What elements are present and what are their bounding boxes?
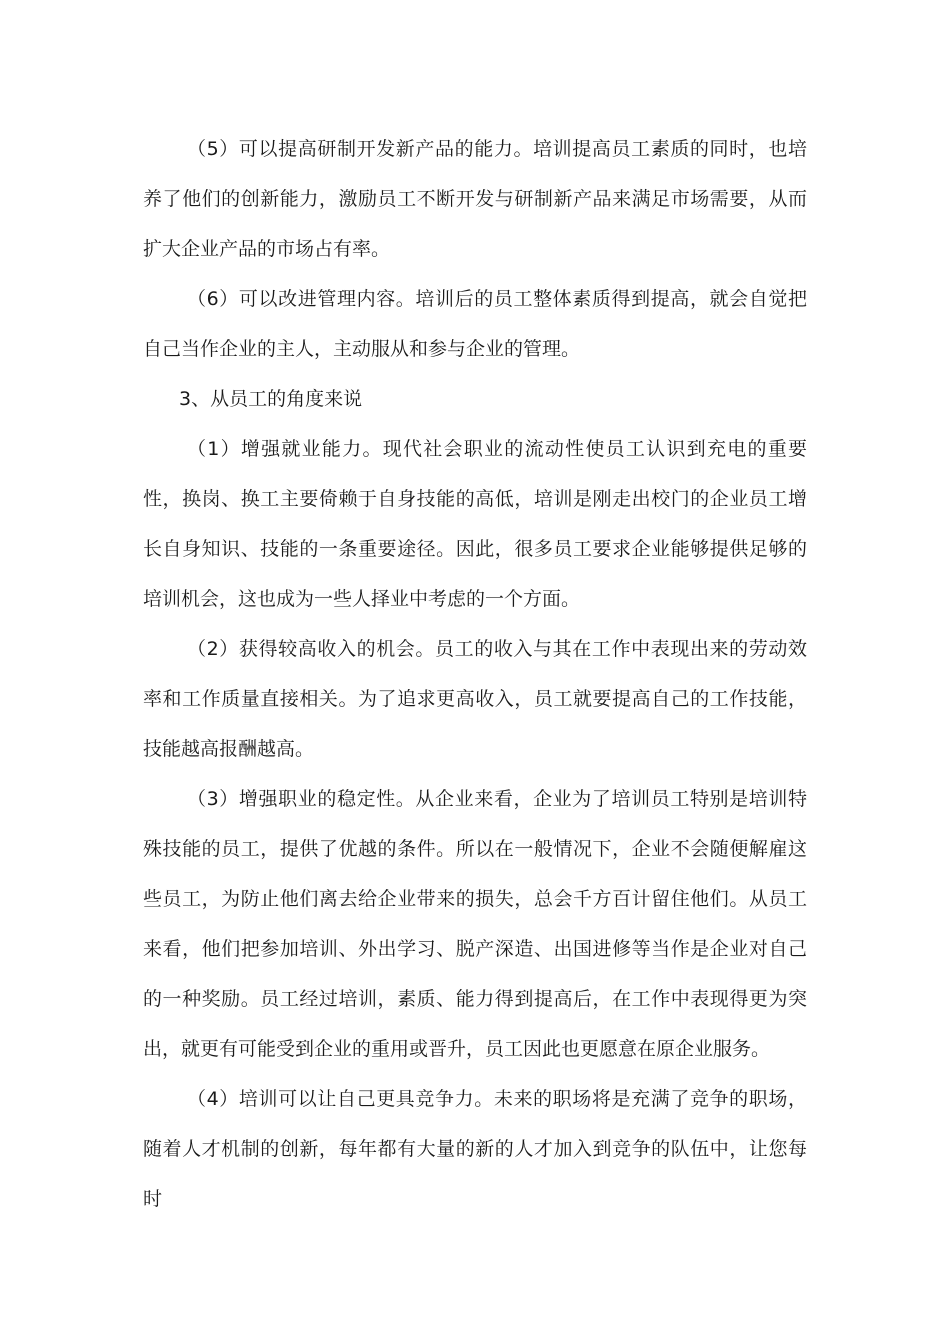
paragraph-2-higher-income: （2）获得较高收入的机会。员工的收入与其在工作中表现出来的劳动效率和工作质量直接相关。为了追求更高收入，员工就要提高自己的工作技能，技能越高报酬越高。 xyxy=(143,638,807,760)
document-body xyxy=(143,124,807,1224)
paragraph-6-management-improvement: （6）可以改进管理内容。培训后的员工整体素质得到提高，就会自觉把自己当作企业的主人，主动服从和参与企业的管理。 xyxy=(143,288,807,360)
paragraph-5-new-product-ability: （5）可以提高研制开发新产品的能力。培训提高员工素质的同时，也培养了他们的创新能力，激励员工不断开发与研制新产品来满足市场需要，从而扩大企业产品的市场占有率。 xyxy=(143,138,807,260)
paragraph-3-job-stability: （3）增强职业的稳定性。从企业来看，企业为了培训员工特别是培训特殊技能的员工，提供了优越的条件。所以在一般情况下，企业不会随便解雇这些员工，为防止他们离去给企业带来的损失，总会千方百计留住他们。从员工来看，他们把参加培训、外出学习、脱产深造、出国进修等当作是企业对自己的一种奖励。员工经过培训，素质、能力得到提高后，在工作中表现得更为突出，就更有可能受到企业的重用或晋升，员工因此也更愿意在原企业服务。 xyxy=(143,788,807,1060)
paragraph-4-competitiveness: （4）培训可以让自己更具竞争力。未来的职场将是充满了竞争的职场，随着人才机制的创新，每年都有大量的新的人才加入到竞争的队伍中，让您每时 xyxy=(143,1088,807,1210)
paragraph-1-employability: （1）增强就业能力。现代社会职业的流动性使员工认识到充电的重要性，换岗、换工主要倚赖于自身技能的高低，培训是刚走出校门的企业员工增长自身知识、技能的一条重要途径。因此，很多员工要求企业能够提供足够的培训机会，这也成为一些人择业中考虑的一个方面。 xyxy=(143,438,807,610)
section-heading-employee-perspective: 3、从员工的角度来说 xyxy=(179,388,363,410)
